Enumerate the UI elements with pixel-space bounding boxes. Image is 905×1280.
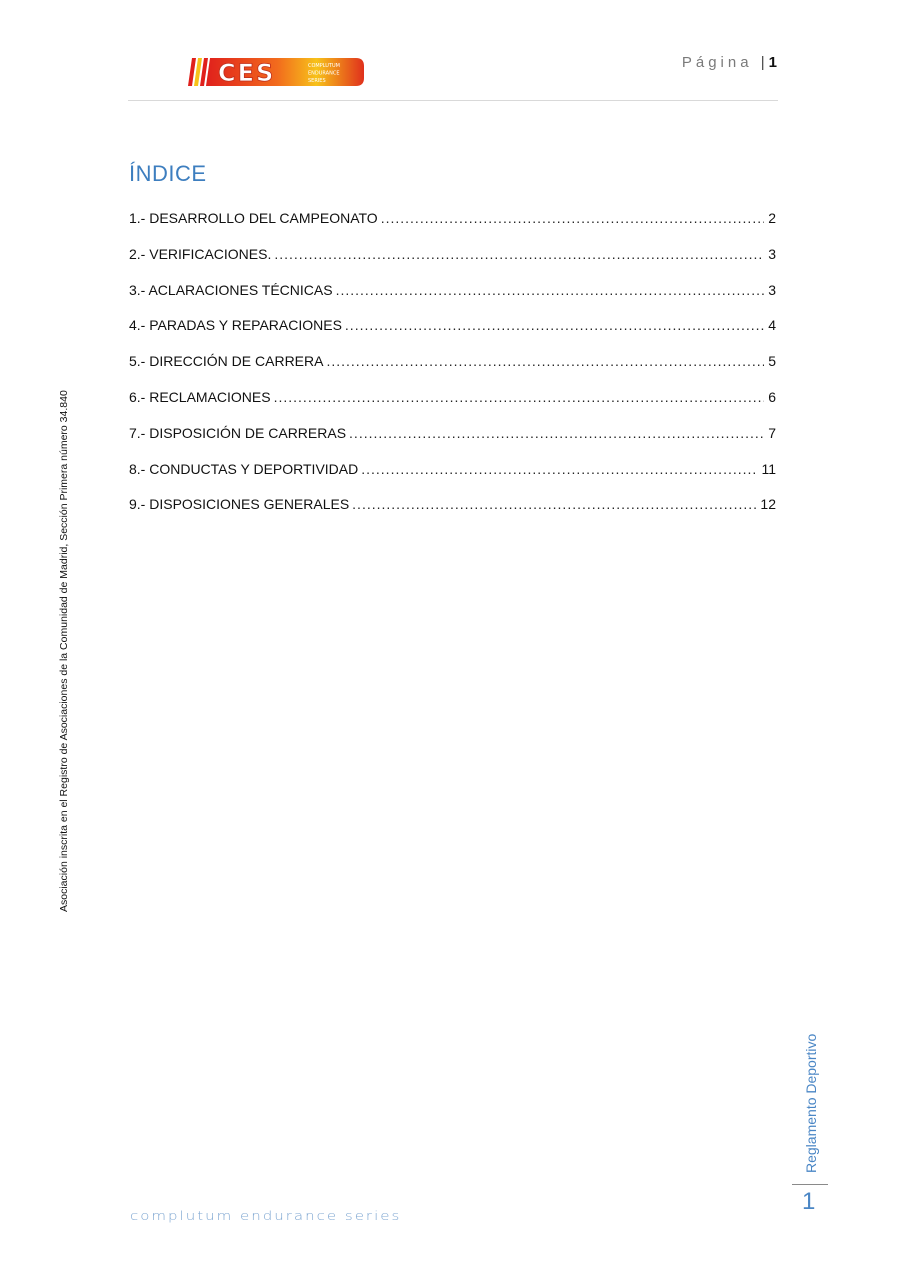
- toc-leader-dots: [274, 246, 764, 262]
- toc-entry-label: 2.- VERIFICACIONES.: [129, 245, 272, 262]
- page-indicator: [682, 54, 777, 71]
- toc-leader-dots: [274, 389, 765, 405]
- toc-entry-page: 12: [760, 496, 776, 513]
- footer-brand: complutum endurance series: [130, 1208, 402, 1224]
- page-number: 1: [768, 54, 777, 71]
- toc-entry-page: 4: [768, 317, 776, 334]
- toc-entry-label: 6.- RECLAMACIONES: [129, 388, 271, 405]
- toc-entry-label: 3.- ACLARACIONES TÉCNICAS: [129, 281, 333, 298]
- toc-leader-dots: [381, 210, 765, 226]
- ces-logo: [188, 56, 366, 88]
- toc-entry-page: 7: [768, 424, 776, 441]
- toc-entry[interactable]: [129, 425, 776, 461]
- toc-entry[interactable]: [129, 317, 776, 353]
- toc-entry[interactable]: [129, 461, 776, 497]
- toc-entry[interactable]: [129, 353, 776, 389]
- toc-entry-label: 5.- DIRECCIÓN DE CARRERA: [129, 353, 324, 370]
- toc-entry[interactable]: [129, 389, 776, 425]
- toc-entry[interactable]: [129, 210, 776, 246]
- toc-entry[interactable]: [129, 246, 776, 282]
- toc-entry-page: 6: [768, 388, 776, 405]
- toc-leader-dots: [349, 425, 764, 441]
- footer-divider: [792, 1184, 828, 1185]
- toc-leader-dots: [345, 317, 764, 333]
- toc-leader-dots: [352, 496, 756, 512]
- toc-entry-label: 9.- DISPOSICIONES GENERALES: [129, 496, 350, 513]
- toc-leader-dots: [361, 461, 757, 477]
- toc-entry-label: 4.- PARADAS Y REPARACIONES: [129, 317, 342, 334]
- registry-side-note: Asociación inscrita en el Registro de Asociaciones de la Comunidad de Madrid, Sección Primera número 34.840: [58, 390, 70, 912]
- page-word: Página: [681, 54, 753, 71]
- toc-entry-label: 7.- DISPOSICIÓN DE CARRERAS: [129, 424, 347, 441]
- toc-entry-page: 3: [768, 245, 776, 262]
- toc-entry[interactable]: [129, 496, 776, 532]
- toc-entry[interactable]: [129, 282, 776, 318]
- svg-text:SERIES: SERIES: [308, 78, 326, 84]
- svg-text:CES: CES: [218, 59, 276, 87]
- page-separator: |: [760, 54, 765, 71]
- toc-entry-page: 11: [761, 460, 776, 477]
- svg-text:ENDURANCE: ENDURANCE: [308, 70, 340, 77]
- svg-text:COMPLUTUM: COMPLUTUM: [308, 63, 340, 69]
- toc-entry-label: 8.- CONDUCTAS Y DEPORTIVIDAD: [129, 460, 359, 477]
- table-of-contents: [129, 210, 776, 532]
- toc-entry-page: 5: [768, 353, 776, 370]
- toc-leader-dots: [326, 353, 764, 369]
- toc-entry-page: 2: [768, 210, 776, 226]
- toc-leader-dots: [336, 282, 765, 298]
- toc-entry-label: 1.- DESARROLLO DEL CAMPEONATO: [129, 210, 378, 226]
- footer-page-number: 1: [802, 1188, 816, 1215]
- toc-entry-page: 3: [768, 281, 776, 298]
- footer-section-name: Reglamento Deportivo: [803, 1033, 819, 1173]
- toc-title: ÍNDICE: [129, 161, 207, 186]
- header-divider: [128, 100, 778, 101]
